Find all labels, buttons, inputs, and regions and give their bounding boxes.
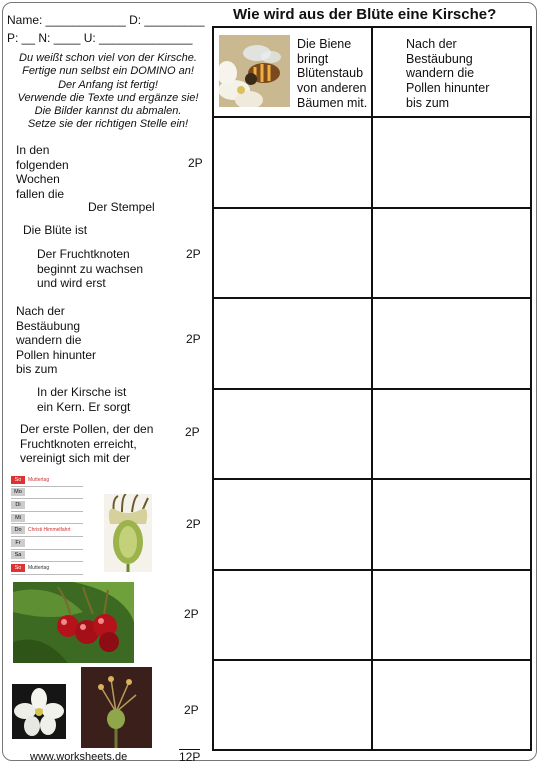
pistil-image xyxy=(81,667,152,748)
calendar-event: Christi Himmelfahrt xyxy=(28,527,71,534)
grid-divider xyxy=(212,569,532,571)
instruction-line: Verwende die Texte und ergänze sie! xyxy=(17,91,199,104)
instructions xyxy=(6,52,210,132)
instruction-line: Die Bilder kannst du abmalen. xyxy=(34,105,182,118)
domino-card-text: Nach der Bestäubung wandern die Pollen hinunter bis zum xyxy=(406,37,490,110)
calendar-event: Muttertag xyxy=(28,564,50,571)
grid-divider xyxy=(212,388,532,390)
calendar-day: Do xyxy=(11,526,25,534)
instruction-line: Fertige nun selbst ein DOMINO an! xyxy=(22,65,194,78)
flower-bud-image xyxy=(104,494,152,572)
footer-website: www.worksheets.de xyxy=(30,751,128,763)
bee-image xyxy=(219,35,290,107)
calendar-day: So xyxy=(11,476,25,484)
page-title: Wie wird aus der Blüte eine Kirsche? xyxy=(233,6,497,23)
grid-divider xyxy=(212,116,532,118)
points-label: 2P xyxy=(186,247,201,261)
points-label: 2P xyxy=(184,703,199,717)
calendar-image xyxy=(11,474,83,575)
grid-divider xyxy=(212,659,532,661)
task-text: Die Blüte ist xyxy=(23,223,88,237)
white-blossom-image xyxy=(12,684,66,739)
points-label: 2P xyxy=(184,607,199,621)
points-label: 2P xyxy=(186,517,201,531)
task-text: Der erste Pollen, der den Fruchtknoten erreicht, vereinigt sich mit der xyxy=(20,422,154,465)
task-text: Nach der Bestäubung wandern die Pollen hinunter bis zum xyxy=(16,304,97,376)
points-label: 2P xyxy=(185,425,200,439)
grid-divider xyxy=(212,207,532,209)
task-text: In den folgenden Wochen fallen die xyxy=(16,143,69,201)
calendar-day: Sa xyxy=(11,551,25,559)
task-extra-text: In der Kirsche ist ein Kern. Er sorgt xyxy=(37,385,131,414)
instruction-line: Setze sie der richtigen Stelle ein! xyxy=(27,118,189,131)
grid-divider xyxy=(212,297,532,299)
total-points: 12P xyxy=(179,750,201,764)
calendar-event: Muttertag xyxy=(28,476,50,483)
name-date-line: Name: ____________ D: _________ xyxy=(7,13,205,27)
task-extra-text: Der Fruchtknoten beginnt zu wachsen und wird erst xyxy=(37,247,144,290)
grid-divider xyxy=(212,478,532,480)
instruction-line: Der Anfang ist fertig! xyxy=(58,78,158,91)
instruction-line: Du weißt schon viel von der Kirsche. xyxy=(19,52,197,64)
calendar-day: So xyxy=(11,564,25,572)
calendar-day: Mi xyxy=(11,514,25,522)
calendar-day: Fr xyxy=(11,539,25,547)
points-label: 2P xyxy=(188,156,203,170)
cherries-image xyxy=(13,582,134,663)
calendar-day: Mo xyxy=(11,488,25,496)
points-label: 2P xyxy=(186,332,201,346)
calendar-day: Di xyxy=(11,501,25,509)
task-extra-text: Der Stempel xyxy=(88,200,155,214)
domino-card-text: Die Biene bringt Blütenstaub von anderen Bäumen mit. xyxy=(297,37,368,110)
pnu-line: P: __ N: ____ U: ______________ xyxy=(7,31,193,45)
